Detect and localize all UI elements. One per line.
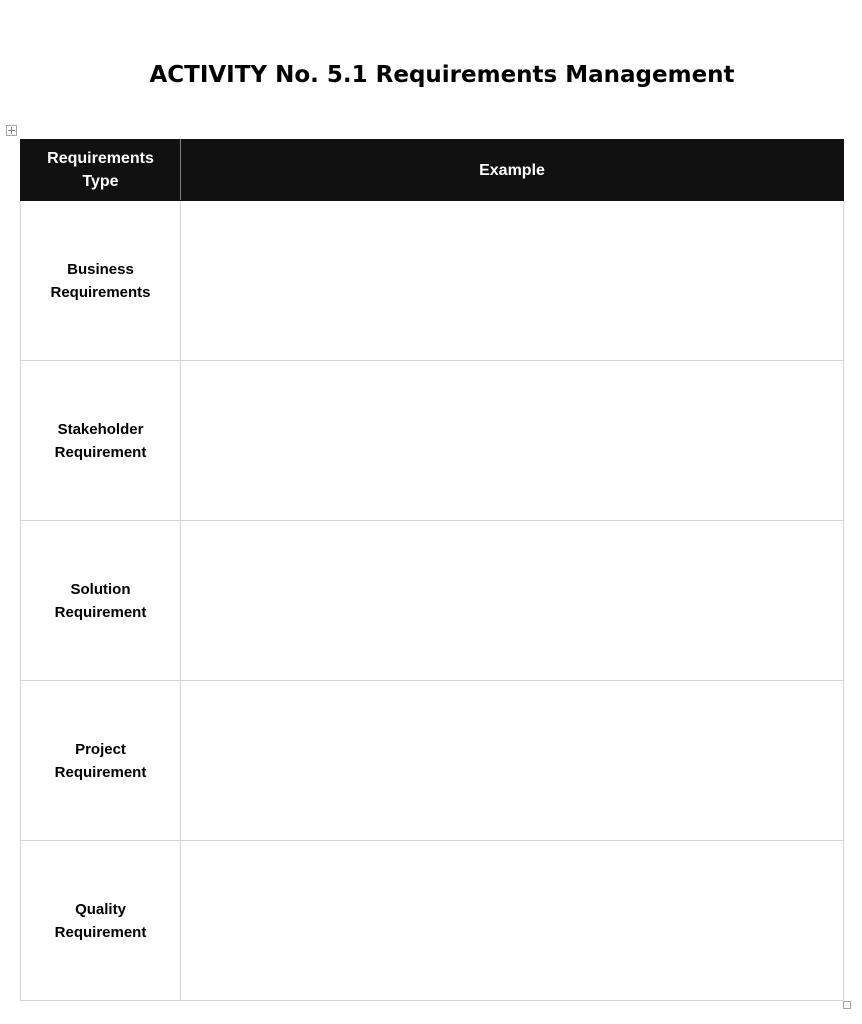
table-row (21, 841, 844, 1001)
example-cell-solution[interactable] (181, 521, 844, 681)
type-label-line-2: Requirement (54, 443, 147, 461)
type-cell-business[interactable] (21, 201, 181, 361)
type-cell-stakeholder[interactable] (21, 361, 181, 521)
header-type-line-1: Requirements (47, 150, 154, 167)
type-label-line-2: Requirement (54, 763, 147, 781)
table-resize-icon[interactable] (843, 1001, 851, 1009)
type-label-line-2: Requirements (50, 283, 151, 301)
type-label-line-2: Requirement (54, 923, 147, 941)
type-label-line-1: Business (67, 260, 134, 278)
table-row (21, 201, 844, 361)
table-row (21, 361, 844, 521)
table-move-icon[interactable] (6, 125, 17, 136)
example-cell-business[interactable] (181, 201, 844, 361)
type-cell-solution[interactable] (21, 521, 181, 681)
type-label-line-1: Project (75, 740, 126, 758)
example-cell-project[interactable] (181, 681, 844, 841)
document-title: ACTIVITY No. 5.1 Requirements Management (149, 62, 735, 88)
type-label-line-1: Solution (70, 580, 131, 598)
type-cell-project[interactable] (21, 681, 181, 841)
table-row (21, 681, 844, 841)
requirements-table (20, 139, 844, 1001)
table-row (21, 521, 844, 681)
header-requirements-type[interactable] (21, 140, 181, 201)
type-cell-quality[interactable] (21, 841, 181, 1001)
type-label-line-1: Quality (75, 900, 126, 918)
type-label-line-2: Requirement (54, 603, 147, 621)
header-type-line-2: Type (82, 173, 119, 190)
example-cell-stakeholder[interactable] (181, 361, 844, 521)
header-example[interactable]: Example (181, 140, 844, 201)
example-cell-quality[interactable] (181, 841, 844, 1001)
table-header-row (21, 140, 844, 201)
type-label-line-1: Stakeholder (57, 420, 144, 438)
